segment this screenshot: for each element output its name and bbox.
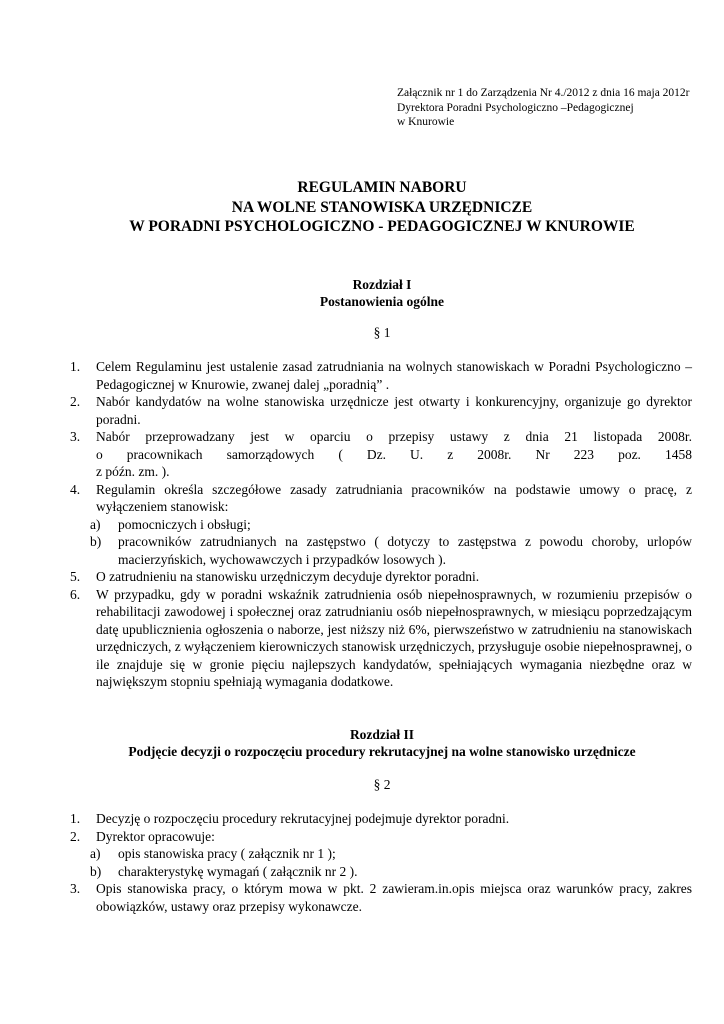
item-number: 4. [70,481,81,497]
list-item [70,586,692,691]
sub-list [70,845,692,880]
chapter-1-subtitle: Postanowienia ogólne [319,294,445,309]
item-number: 6. [70,586,81,602]
document-title [70,178,694,237]
item-text-line: z późn. zm. ). [96,464,170,479]
sub-item-text: charakterystykę wymagań ( załącznik nr 2 ). [118,863,358,879]
item-text: W przypadku, gdy w poradni wskaźnik zatrudnienia osób niepełnosprawnych, w rozumieniu przepisów o rehabilitacji zawodowej i społecznej oraz zatrudnianiu osób niepełnosprawnych, w miesiącu poprzedzającym datę upublicznienia ogłoszenia o naborze, jest niższy niż 6%, pierwszeństwo w zatrudnieniu na stanowiskach urzędniczych, z wyłączeniem kierowniczych stanowisk urzędniczych, przysługuje osobie niepełnosprawnej, o ile znajduje się w gronie pięciu najlepszych kandydatów, spełniających wymagania niezbędne oraz w największym stopniu spełniają wymagania dodatkowe. [96,586,692,689]
list-item [70,393,692,428]
sub-item-text: opis stanowiska pracy ( załącznik nr 1 ); [118,846,336,861]
chapter-2-heading: Rozdział II [349,727,415,742]
chapter-1-list [70,358,692,691]
header-line-1: Załącznik nr 1 do Zarządzenia Nr 4./2012 z dnia 16 maja 2012r [397,87,690,99]
sub-list [70,516,692,569]
item-number: 1. [70,359,81,374]
chapter-1-heading: Rozdział I [352,277,412,292]
list-item [70,568,692,586]
sub-list-item [70,863,692,881]
sub-list-item [70,845,692,863]
sub-item-letter: a) [90,516,101,532]
item-text-line: Nabór przeprowadzany jest w oparciu o przepisy ustawy z dnia 21 listopada 2008r. [96,429,692,444]
item-text: Dyrektor opracowuje: [96,828,215,844]
list-item [70,481,692,569]
item-text: Decyzję o rozpoczęciu procedury rekrutacyjnej podejmuje dyrektor poradni. [96,811,510,826]
item-text: Celem Regulaminu jest ustalenie zasad zatrudniania na wolnych stanowiskach w Poradni Psychologiczno – Pedagogicznej w Knurowie, zwanej dalej „poradnią” . [96,359,692,392]
section-2-mark: § 2 [373,777,391,792]
list-item [70,828,692,881]
list-item [70,810,692,828]
attachment-header [397,86,690,130]
header-line-2: Dyrektora Poradni Psychologiczno –Pedagogicznej [397,101,634,114]
sub-item-text: pracowników zatrudnianych na zastępstwo ( dotyczy to zastępstwa z powodu choroby, urlopów macierzyńskich, wychowawczych i przypadków losowych ). [118,534,692,567]
title-line-3: W PORADNI PSYCHOLOGICZNO - PEDAGOGICZNEJ W KNUROWIE [129,218,635,235]
item-number: 2. [70,828,81,844]
item-text-line: o pracownikach samorządowych ( Dz. U. z 2008r. Nr 223 poz. 1458 [96,446,692,462]
list-item [70,880,692,915]
list-item [70,428,692,481]
title-line-1: REGULAMIN NABORU [297,179,467,196]
item-number: 1. [70,811,81,826]
list-item [70,358,692,393]
item-text: Regulamin określa szczegółowe zasady zatrudniania pracowników na podstawie umowy o pracę, z wyłączeniem stanowisk: [96,481,692,514]
sub-list-item [70,533,692,568]
item-text: Opis stanowiska pracy, o którym mowa w pkt. 2 zawieram.in.opis miejsca oraz warunków pracy, zakres obowiązków, ustawy oraz przepisy wykonawcze. [96,881,692,914]
item-text: O zatrudnieniu na stanowisku urzędniczym decyduje dyrektor poradni. [96,569,480,584]
item-text: Nabór kandydatów na wolne stanowiska urzędnicze jest otwarty i konkurencyjny, organizuje go dyrektor poradni. [96,394,692,427]
sub-item-letter: b) [90,863,102,879]
chapter-2-list [70,810,692,915]
sub-item-text: pomocniczych i obsługi; [118,516,251,532]
header-line-3: w Knurowie [397,116,455,128]
item-number: 5. [70,569,81,584]
sub-item-letter: a) [90,846,101,861]
title-line-2: NA WOLNE STANOWISKA URZĘDNICZE [231,198,533,216]
sub-list-item [70,516,692,534]
section-1-mark: § 1 [373,325,391,340]
item-number: 2. [70,394,81,409]
item-number: 3. [70,429,81,444]
chapter-2-subtitle: Podjęcie decyzji o rozpoczęciu procedury rekrutacyjnej na wolne stanowisko urzędnicze [128,744,636,759]
sub-item-letter: b) [90,534,102,549]
item-number: 3. [70,881,81,896]
